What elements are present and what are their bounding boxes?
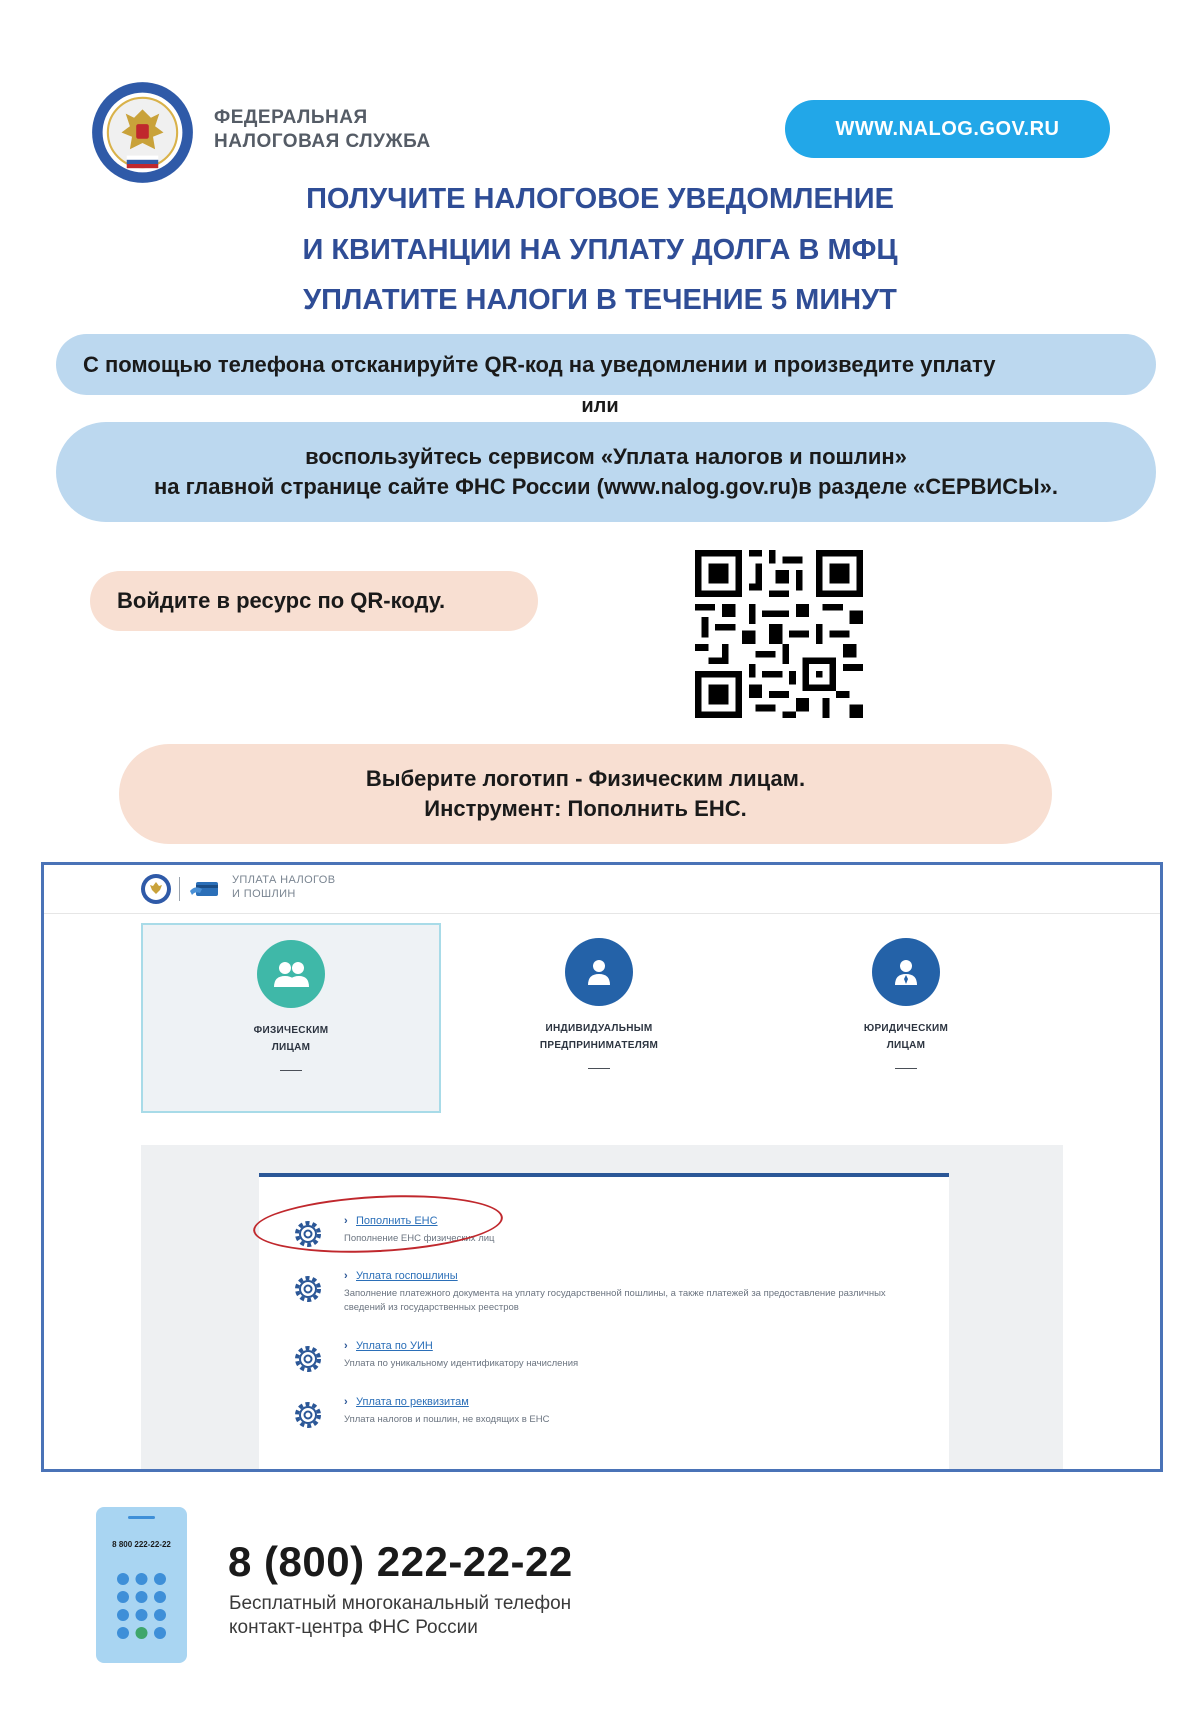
service-link[interactable]: Уплата по УИН: [356, 1340, 433, 1352]
chevron-right-icon: ›: [344, 1396, 348, 1408]
gear-icon: [291, 1342, 325, 1376]
businessman-icon: [872, 938, 940, 1006]
service-screenshot: [41, 862, 1163, 1472]
payment-card-icon: [190, 879, 220, 899]
category-entrepreneurs-label: [449, 1020, 749, 1054]
service-instruction-line2: на главной странице сайте ФНС России (www.nalog.gov.ru)в разделе «СЕРВИСЫ».: [153, 474, 1059, 499]
fns-emblem-logo: [90, 80, 195, 185]
service-description: Заполнение платежного документа на уплату государственной пошлины, а также платежей за предоставление различных сведений из государственных реестров: [344, 1288, 886, 1313]
phone-keypad-icon: [96, 1507, 187, 1663]
service-item[interactable]: [291, 1340, 931, 1388]
chevron-right-icon: ›: [344, 1215, 348, 1227]
or-separator: или: [581, 395, 619, 417]
service-item[interactable]: [291, 1396, 931, 1444]
headline-line2: И КВИТАНЦИИ НА УПЛАТУ ДОЛГА В МФЦ: [302, 234, 898, 266]
category-individuals-label: [143, 1022, 439, 1056]
gear-icon: [291, 1272, 325, 1306]
category-individuals-line2: ЛИЦАМ: [271, 1042, 311, 1053]
category-divider: [895, 1068, 917, 1069]
service-description: Пополнение ЕНС физических лиц: [344, 1233, 495, 1244]
service-link[interactable]: Пополнить ЕНС: [356, 1215, 438, 1227]
category-entrepreneurs-line2: ПРЕДПРИНИМАТЕЛЯМ: [539, 1040, 659, 1051]
category-entrepreneurs-line1: ИНДИВИДУАЛЬНЫМ: [545, 1023, 653, 1034]
org-name-line2: НАЛОГОВАЯ СЛУЖБА: [214, 131, 431, 152]
screenshot-header: [44, 865, 1160, 914]
qr-code[interactable]: [695, 550, 863, 718]
service-instruction: [56, 422, 1156, 522]
category-legal-entities-line2: ЛИЦАМ: [886, 1040, 926, 1051]
hotline-description: [229, 1592, 571, 1640]
gear-icon: [291, 1398, 325, 1432]
category-legal-entities[interactable]: [756, 923, 1056, 1113]
org-name-line1: ФЕДЕРАЛЬНАЯ: [214, 107, 368, 128]
chevron-right-icon: ›: [344, 1340, 348, 1352]
phone-icon-number: 8 800 222-22-22: [112, 1540, 171, 1549]
hotline-number[interactable]: 8 (800) 222-22-22: [228, 1538, 573, 1585]
category-divider: [588, 1068, 610, 1069]
choose-logo-line2: Инструмент: Пополнить ЕНС.: [424, 796, 747, 821]
category-entrepreneurs[interactable]: [449, 923, 749, 1113]
hotline-description-line1: Бесплатный многоканальный телефон: [229, 1593, 572, 1614]
category-individuals-line1: ФИЗИЧЕСКИМ: [253, 1025, 329, 1036]
scan-qr-instruction: С помощью телефона отсканируйте QR-код на уведомлении и произведите уплату: [56, 334, 1156, 395]
category-legal-entities-line1: ЮРИДИЧЕСКИМ: [863, 1023, 949, 1034]
app-title-line1: УПЛАТА НАЛОГОВ: [232, 874, 336, 886]
category-divider: [280, 1070, 302, 1071]
service-instruction-line1: воспользуйтесь сервисом «Уплата налогов и пошлин»: [305, 444, 907, 469]
service-link[interactable]: Уплата госпошлины: [356, 1270, 458, 1282]
service-link[interactable]: Уплата по реквизитам: [356, 1396, 469, 1408]
hotline-description-line2: контакт-центра ФНС России: [229, 1617, 478, 1638]
service-item[interactable]: [291, 1270, 931, 1318]
person-icon: [565, 938, 633, 1006]
website-link[interactable]: WWW.NALOG.GOV.RU: [785, 100, 1110, 158]
org-name: [214, 106, 431, 154]
service-description: Уплата по уникальному идентификатору начисления: [344, 1358, 579, 1369]
app-title: [232, 873, 335, 901]
headline-line1: ПОЛУЧИТЕ НАЛОГОВОЕ УВЕДОМЛЕНИЕ: [306, 183, 894, 215]
app-title-line2: И ПОШЛИН: [232, 888, 296, 900]
fns-mini-emblem-icon: [140, 873, 172, 905]
service-description: Уплата налогов и пошлин, не входящих в ЕНС: [344, 1414, 550, 1425]
category-individuals[interactable]: [141, 923, 441, 1113]
headline-line3: УПЛАТИТЕ НАЛОГИ В ТЕЧЕНИЕ 5 МИНУТ: [303, 284, 897, 316]
people-icon: [257, 940, 325, 1008]
choose-logo-instruction: [119, 744, 1052, 844]
header-separator: [179, 877, 180, 901]
category-legal-entities-label: [756, 1020, 1056, 1054]
choose-logo-line1: Выберите логотип - Физическим лицам.: [365, 766, 806, 791]
chevron-right-icon: ›: [344, 1270, 348, 1282]
enter-by-qr-instruction: Войдите в ресурс по QR-коду.: [90, 571, 538, 631]
